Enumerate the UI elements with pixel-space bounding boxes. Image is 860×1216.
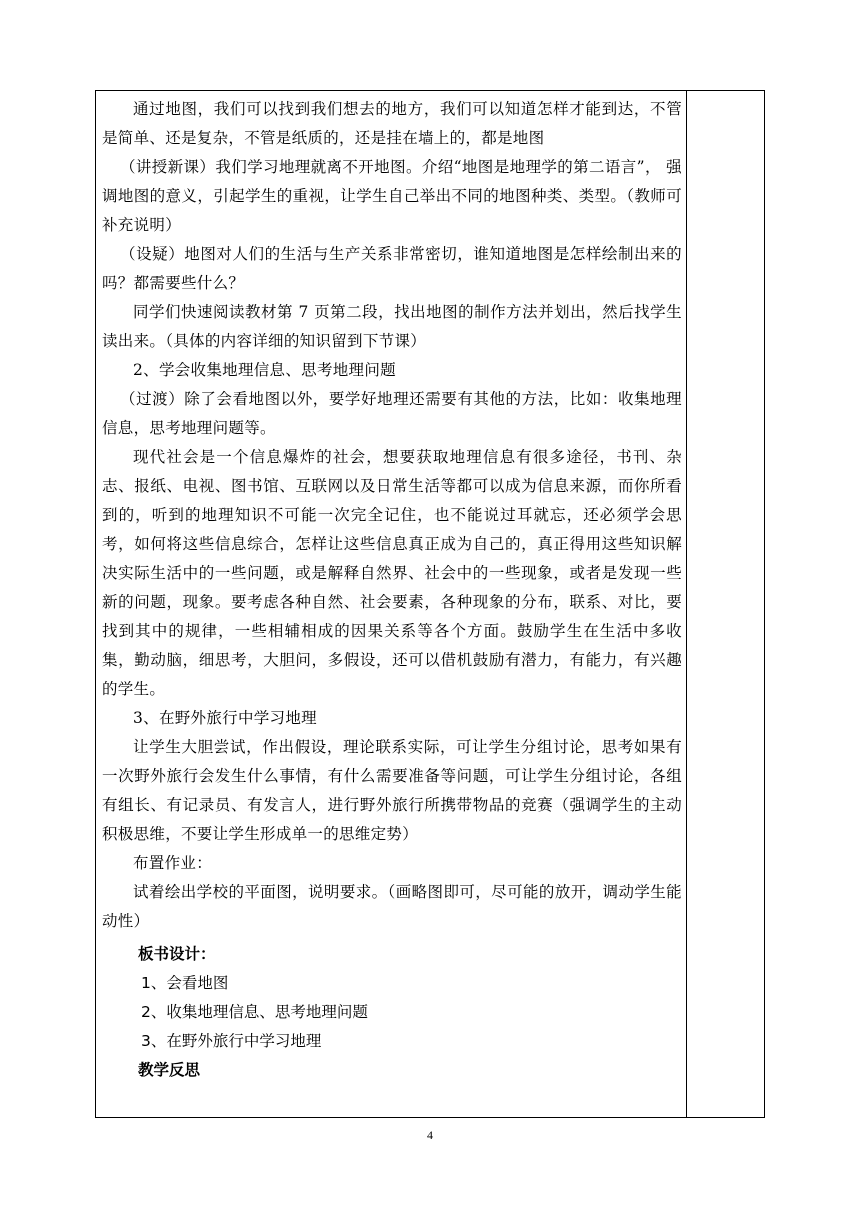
lesson-table	[95, 90, 765, 1118]
paragraph-homework: 试着绘出学校的平面图，说明要求。（画略图即可，尽可能的放开，调动学生能动性）	[102, 883, 682, 930]
homework-label: 布置作业：	[133, 854, 213, 872]
paragraph-reading: 同学们快速阅读教材第 7 页第二段，找出地图的制作方法并划出，然后找学生读出来。（具体的内容详细的知识留到下节课）	[102, 303, 682, 350]
page-number: 4	[427, 1128, 433, 1142]
section-heading-2: 2、学会收集地理信息、思考地理问题	[133, 361, 396, 379]
board-item-3: 3、在野外旅行中学习地理	[141, 1032, 322, 1050]
reflection-title: 教学反思	[138, 1061, 201, 1079]
paragraph-new-lesson: （讲授新课）我们学习地理就离不开地图。介绍“地图是地理学的第二语言”， 强调地图的意义，引起学生的重视，让学生自己举出不同的地图种类、类型。（教师可补充说明）	[102, 158, 682, 234]
board-design-title: 板书设计：	[138, 945, 216, 963]
paragraph-field-trip: 让学生大胆尝试，作出假设，理论联系实际，可让学生分组讨论，思考如果有一次野外旅行会发生什么事情，有什么需要准备等问题，可让学生分组讨论，各组有组长、有记录员、有发言人，进行野外旅行所携带物品的竞赛（强调学生的主动积极思维，不要让学生形成单一的思维定势）	[102, 738, 682, 843]
paragraph-question: （设疑）地图对人们的生活与生产关系非常密切，谁知道地图是怎样绘制出来的吗？都需要些什么？	[102, 245, 682, 292]
column-divider	[686, 91, 687, 1117]
paragraph-information: 现代社会是一个信息爆炸的社会，想要获取地理信息有很多途径，书刊、杂志、报纸、电视、图书馆、互联网以及日常生活等都可以成为信息来源，而你所看到的，听到的地理知识不可能一次完全记住，也不能说过耳就忘，还必须学会思考，如何将这些信息综合，怎样让这些信息真正成为自己的，真正得用这些知识解决实际生活中的一些问题，或是解释自然界、社会中的一些现象，或者是发现一些新的问题，现象。要考虑各种自然、社会要素，各种现象的分布，联系、对比，要找到其中的规律，一些相辅相成的因果关系等各个方面。鼓励学生在生活中多收集，勤动脑，细思考，大胆问，多假设，还可以借机鼓励有潜力，有能力，有兴趣的学生。	[102, 448, 682, 698]
paragraph-transition: （过渡）除了会看地图以外，要学好地理还需要有其他的方法，比如：收集地理信息，思考地理问题等。	[102, 390, 682, 437]
lesson-content	[102, 95, 682, 1085]
paragraph-map-intro: 通过地图，我们可以找到我们想去的地方，我们可以知道怎样才能到达，不管是简单、还是复杂，不管是纸质的，还是挂在墙上的，都是地图	[102, 100, 682, 147]
board-item-2: 2、收集地理信息、思考地理问题	[141, 1003, 368, 1021]
section-heading-3: 3、在野外旅行中学习地理	[133, 709, 317, 727]
board-item-1: 1、会看地图	[141, 974, 229, 992]
